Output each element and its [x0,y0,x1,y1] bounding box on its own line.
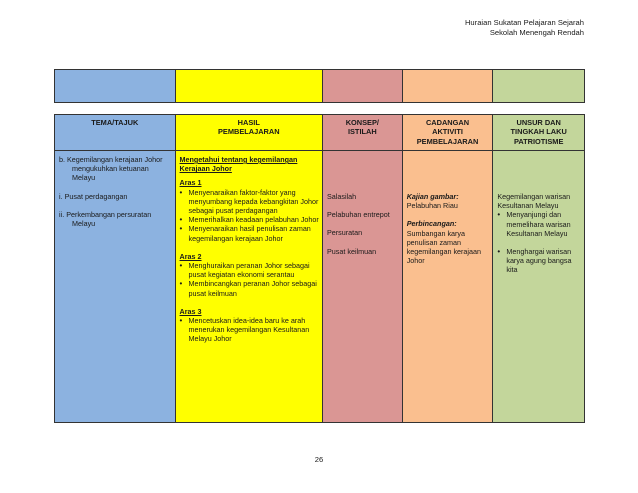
page-number: 26 [314,455,324,464]
bullet-icon: • [179,224,183,234]
bullet-item [180,188,319,216]
unsur-list [497,210,581,274]
bullet-icon: • [179,316,183,326]
tema-item-ii: ii. Perkembangan persuratan Melayu [59,209,152,229]
bullet-text: Memerihalkan keadaan pelabuhan Johor [188,215,319,225]
table-header-row [55,115,584,151]
cadangan-label-perbincangan: Perbincangan: [406,219,457,229]
syllabus-table [54,114,585,423]
aras-3-heading: Aras 3 [179,306,202,316]
header-konsep: KONSEP/ ISTILAH [323,115,403,150]
cell-unsur [493,151,584,422]
bullet-item [180,224,319,242]
cell-konsep [323,151,403,422]
document-header [465,18,584,38]
bullet-icon: • [179,261,183,271]
unsur-intro: Kegemilangan warisan Kesultanan Melayu [497,192,571,211]
cadangan-label-kajian: Kajian gambar: [406,192,459,201]
konsep-item: Persuratan [326,228,363,238]
cell-tema [55,151,176,422]
konsep-item: Salasilah [326,192,357,201]
tema-item-i: i. Pusat perdagangan [59,191,128,201]
aras-1-heading: Aras 1 [179,178,202,188]
table-body-row [55,151,584,422]
bullet-text: Menyenaraikan faktor-faktor yang menyumbang kepada kebangkitan Johor sebagai pusat perdagangan [188,187,319,216]
aras-2-list [180,261,319,298]
bullet-text: Menyenaraikan hasil penulisan zaman kegemilangan kerajaan Johor [188,224,311,243]
header-hasil: HASIL PEMBELAJARAN [176,115,323,150]
bullet-text: Menyanjungi dan memelihara warisan Kesultanan Melayu [506,210,571,238]
bullet-item [180,279,319,297]
aras-3-list [180,316,319,344]
bullet-icon: • [179,187,183,197]
header-subtitle: Sekolah Menengah Rendah [489,28,584,37]
header-tema: TEMA/TAJUK [55,115,176,150]
color-swatch-yellow [176,70,323,102]
bullet-item [180,215,319,224]
color-band [54,69,585,103]
color-swatch-blue [55,70,176,102]
bullet-item [497,247,581,275]
color-swatch-green [493,70,584,102]
hasil-intro: Mengetahui tentang kegemilangan Kerajaan Johor [179,155,298,174]
header-title: Huraian Sukatan Pelajaran Sejarah [464,18,584,27]
konsep-item: Pelabuhan entrepot [326,210,390,220]
cadangan-text-kajian: Pelabuhan Riau [406,201,458,211]
bullet-item [180,261,319,279]
bullet-text: Menghargai warisan karya agung bangsa kita [506,247,572,275]
bullet-item [497,210,581,238]
bullet-item [180,316,319,344]
cadangan-text-perbincangan: Sumbangan karya penulisan zaman kegemilangan kerajaan Johor [406,228,482,266]
cell-hasil [176,151,323,422]
bullet-icon: • [497,247,501,257]
bullet-icon: • [179,215,183,225]
header-unsur: UNSUR DAN TINGKAH LAKU PATRIOTISME [493,115,584,150]
aras-2-heading: Aras 2 [179,251,202,261]
header-cadangan: CADANGAN AKTIVITI PEMBELAJARAN [403,115,494,150]
bullet-text: Membincangkan peranan Johor sebagai pusat keilmuan [188,279,317,298]
bullet-text: Menghuraikan peranan Johor sebagai pusat kegiatan ekonomi serantau [188,261,310,280]
aras-1-list [180,188,319,243]
konsep-item: Pusat keilmuan [326,246,377,256]
tema-item-b: b. Kegemilangan kerajaan Johor mengukuhkan ketuanan Melayu [59,155,163,183]
cell-cadangan [403,151,494,422]
bullet-text: Mencetuskan idea-idea baru ke arah menerukan kegemilangan Kesultanan Melayu Johor [188,316,310,344]
bullet-icon: • [179,279,183,289]
color-swatch-rose [323,70,403,102]
bullet-icon: • [497,210,501,220]
color-swatch-orange [403,70,494,102]
